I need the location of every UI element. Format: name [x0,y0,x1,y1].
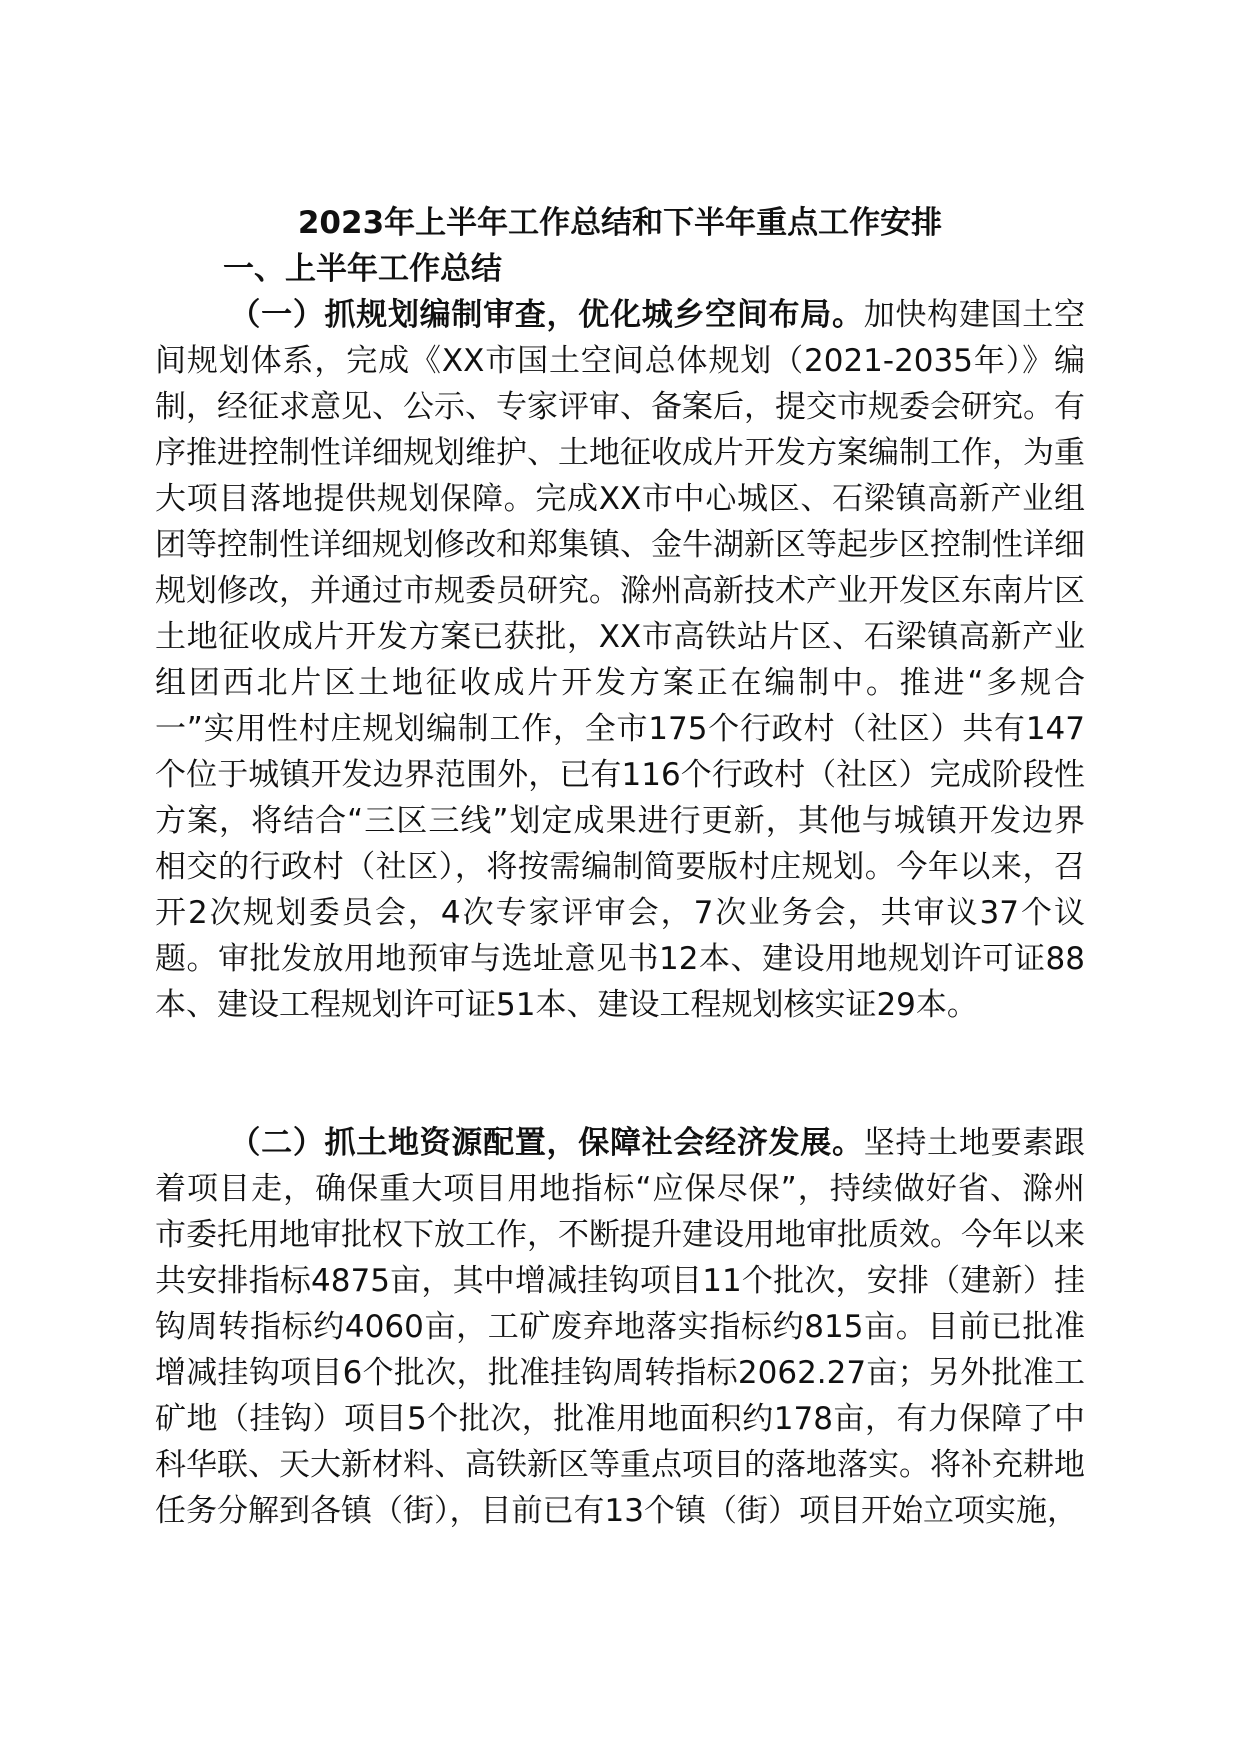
paragraph-1-lead: （一）抓规划编制审查，优化城乡空间布局。 [229,297,864,333]
document-title: 2023年上半年工作总结和下半年重点工作安排 [297,205,943,241]
paragraph-2-lead: （二）抓土地资源配置，保障社会经济发展。 [229,1125,864,1161]
paragraph-2-text: 坚持土地要素跟着项目走，确保重大项目用地指标“应保尽保”，持续做好省、滁州市委托用地审批权下放工作，不断提升建设用地审批质效。今年以来共安排指标4875亩，其中增减挂钩项目11个批次，安排（建新）挂钩周转指标约4060亩，工矿废弃地落实指标约815亩。目前已批准增减挂钩项目6个批次，批准挂钩周转指标2062.27亩；另外批准工矿地（挂钩）项目5个批次，批准用地面积约178亩，有力保障了中科华联、天大新材料、高铁新区等重点项目的落地落实。将补充耕地任务分解到各镇（街），目前已有13个镇（街）项目开始立项实施， [155,1125,1086,1529]
paragraph-2 [155,1120,1085,1534]
paragraph-1 [155,292,1085,1028]
paragraph-1-text: 加快构建国土空间规划体系，完成《XX市国土空间总体规划（2021-2035年）》编制，经征求意见、公示、专家评审、备案后，提交市规委会研究。有序推进控制性详细规划维护、土地征收成片开发方案编制工作，为重大项目落地提供规划保障。完成XX市中心城区、石梁镇高新产业组团等控制性详细规划修改和郑集镇、金牛湖新区等起步区控制性详细规划修改，并通过市规委员研究。滁州高新技术产业开发区东南片区土地征收成片开发方案已获批，XX市高铁站片区、石梁镇高新产业组团西北片区土地征收成片开发方案正在编制中。推进“多规合一”实用性村庄规划编制工作，全市175个行政村（社区）共有147个位于城镇开发边界范围外，已有116个行政村（社区）完成阶段性方案，将结合“三区三线”划定成果进行更新，其他与城镇开发边界相交的行政村（社区），将按需编制简要版村庄规划。今年以来，召开2次规划委员会，4次专家评审会，7次业务会，共审议37个议题。审批发放用地预审与选址意见书12本、建设用地规划许可证88本、建设工程规划许可证51本、建设工程规划核实证29本。 [155,297,1086,1023]
section-heading-1: 一、上半年工作总结 [223,251,502,287]
